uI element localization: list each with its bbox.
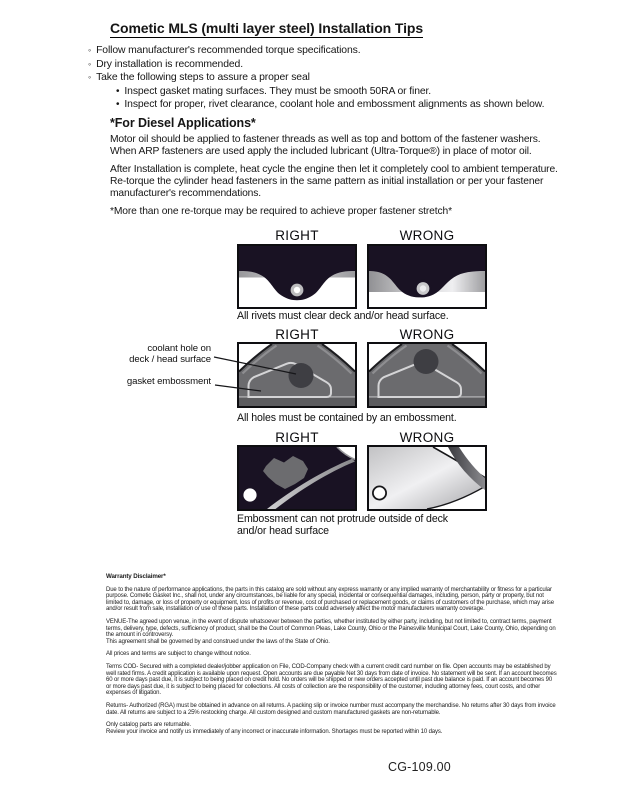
open-bullet-icon: ◦ <box>88 72 92 83</box>
tip-text: Take the following steps to assure a proper seal <box>96 72 310 84</box>
diesel-paragraph-2: After Installation is complete, heat cycle the engine then let it completely cool to ambient temperature. Re-torque the cylinder head fasteners in the same pattern as initial installation or per your fastener manufacturer's recommendations. <box>110 164 558 199</box>
row2-right-label: RIGHT <box>275 327 319 342</box>
diagram-row1-wrong-panel <box>367 244 487 309</box>
diagram-row1-right-panel <box>237 244 357 309</box>
page-title: Cometic MLS (multi layer steel) Installation Tips <box>110 20 424 36</box>
coolant-hole-callout <box>88 344 211 366</box>
venue-paragraph: VENUE-The agreed upon venue, in the event of dispute whatsoever between the parties, whether instituted by either party, including, but not limited to, contract terms, payment terms, delivery, type, defects, sufficiency of product, shall be the Court of Common Pleas, Lake County, Ohio or the Painesville Municipal Court, Lake County, Ohio, depending on the amount in controversy. <box>106 618 556 639</box>
rivet-clear-wrong-illustration <box>369 246 485 307</box>
list-item <box>88 98 566 112</box>
diesel-applications-heading: *For Diesel Applications* <box>110 116 256 130</box>
terms-paragraph: Terms COD- Secured with a completed dealer/jobber application on File, COD-Company check with a current credit card number on file. Open accounts may be established by well rated firms. A credit application is available upon request. Open accounts are due payable Net 30 days from date of invoice. No statement will be sent. If an account becomes 60 or more days past due, it is subject to being placed on credit hold. No orders will be shipped or new orders accepted until past due balance is paid. If an account becomes 90 or more days past due, it is subject to being placed for collections. All costs of collection are the responsibility of the customer, including attorney fees, court costs, and other expenses of litigation. <box>106 663 557 697</box>
list-item <box>88 44 566 58</box>
warranty-paragraph: Due to the nature of performance applications, the parts in this catalog are sold without any express warranty or any implied warranty of merchantability or fitness for a particular purpose. Cometic Gasket Inc., shall not, under any circumstances, be liable for any special, incidental or consequential damages, including, person, party or property, but not limited to, damage, or loss of property or equipment, loss of profits or revenue, cost of purchased or replacement goods, or claims of customers of the purchase, which may arise and/or result from sale, installation or use of these parts. Installation of these parts could adversely affect the motor manufacturers warranty coverage. <box>106 586 554 613</box>
diagram-row2-right-panel <box>237 342 357 408</box>
tip-sub-text: Inspect gasket mating surfaces. They must be smooth 50RA or finer. <box>124 85 432 97</box>
warranty-disclaimer-heading: Warranty Disclaimer* <box>106 573 166 580</box>
row1-caption: All rivets must clear deck and/or head surface. <box>237 310 449 322</box>
gasket-embossment-callout: gasket embossment <box>126 376 211 387</box>
review-invoice-line: Review your invoice and notify us immediately of any incorrect or inaccurate information. Shortages must be reported within 10 days. <box>106 728 443 735</box>
row3-caption: Embossment can not protrude outside of deck and/or head surface <box>237 513 448 537</box>
tip-sub-text: Inspect for proper, rivet clearance, coolant hole and embossment alignments as shown below. <box>124 99 545 111</box>
row3-right-label: RIGHT <box>275 430 319 445</box>
protrude-wrong-illustration <box>369 447 485 509</box>
prices-line: All prices and terms are subject to change without notice. <box>106 651 251 658</box>
returnable-line: Only catalog parts are returnable. <box>106 722 191 729</box>
coolant-callout-line1: coolant hole on <box>147 343 211 354</box>
row2-wrong-label: WRONG <box>399 327 455 342</box>
rivet-clear-right-illustration <box>239 246 355 307</box>
list-item <box>88 58 566 72</box>
list-item <box>88 85 566 99</box>
filled-bullet-icon: • <box>116 85 120 97</box>
open-bullet-icon: ◦ <box>88 58 92 69</box>
legal-fine-print <box>106 574 558 735</box>
filled-bullet-icon: • <box>116 99 120 111</box>
diagram-row3-right-panel <box>237 445 357 511</box>
hole-embossment-wrong-illustration <box>369 344 485 406</box>
row2-caption: All holes must be contained by an embossment. <box>237 412 457 424</box>
diesel-paragraph-1: Motor oil should be applied to fastener threads as well as top and bottom of the fastener washers. When ARP fasteners are used apply the included lubricant (Ultra-Torque®) in place of motor oil. <box>110 134 541 157</box>
diagram-row2-wrong-panel <box>367 342 487 408</box>
tip-text: Dry installation is recommended. <box>96 58 243 70</box>
returns-paragraph: Returns- Authorized (RGA) must be obtained in advance on all returns. A packing slip or invoice number must accompany the merchandise. No returns after 30 days from invoice date. All returns are subject to a 25% restocking charge. All custom designed and custom manufactured gaskets are non-returnable. <box>106 702 556 716</box>
row1-wrong-label: WRONG <box>399 228 455 243</box>
tip-text: Follow manufacturer's recommended torque specifications. <box>96 45 361 56</box>
open-bullet-icon: ◦ <box>88 45 92 55</box>
coolant-callout-line2: deck / head surface <box>129 353 211 365</box>
row1-right-label: RIGHT <box>275 228 319 243</box>
installation-tips-list <box>88 44 566 112</box>
retorque-note: *More than one re-torque may be required to achieve proper fastener stretch* <box>110 206 452 217</box>
page-number: CG-109.00 <box>388 760 451 774</box>
hole-embossment-right-illustration <box>239 344 355 406</box>
governing-law-line: This agreement shall be governed by and construed under the laws of the State of Ohio. <box>106 638 330 645</box>
list-item <box>88 71 566 85</box>
row3-wrong-label: WRONG <box>399 430 455 445</box>
diagram-row3-wrong-panel <box>367 445 487 511</box>
protrude-right-illustration <box>239 447 355 509</box>
